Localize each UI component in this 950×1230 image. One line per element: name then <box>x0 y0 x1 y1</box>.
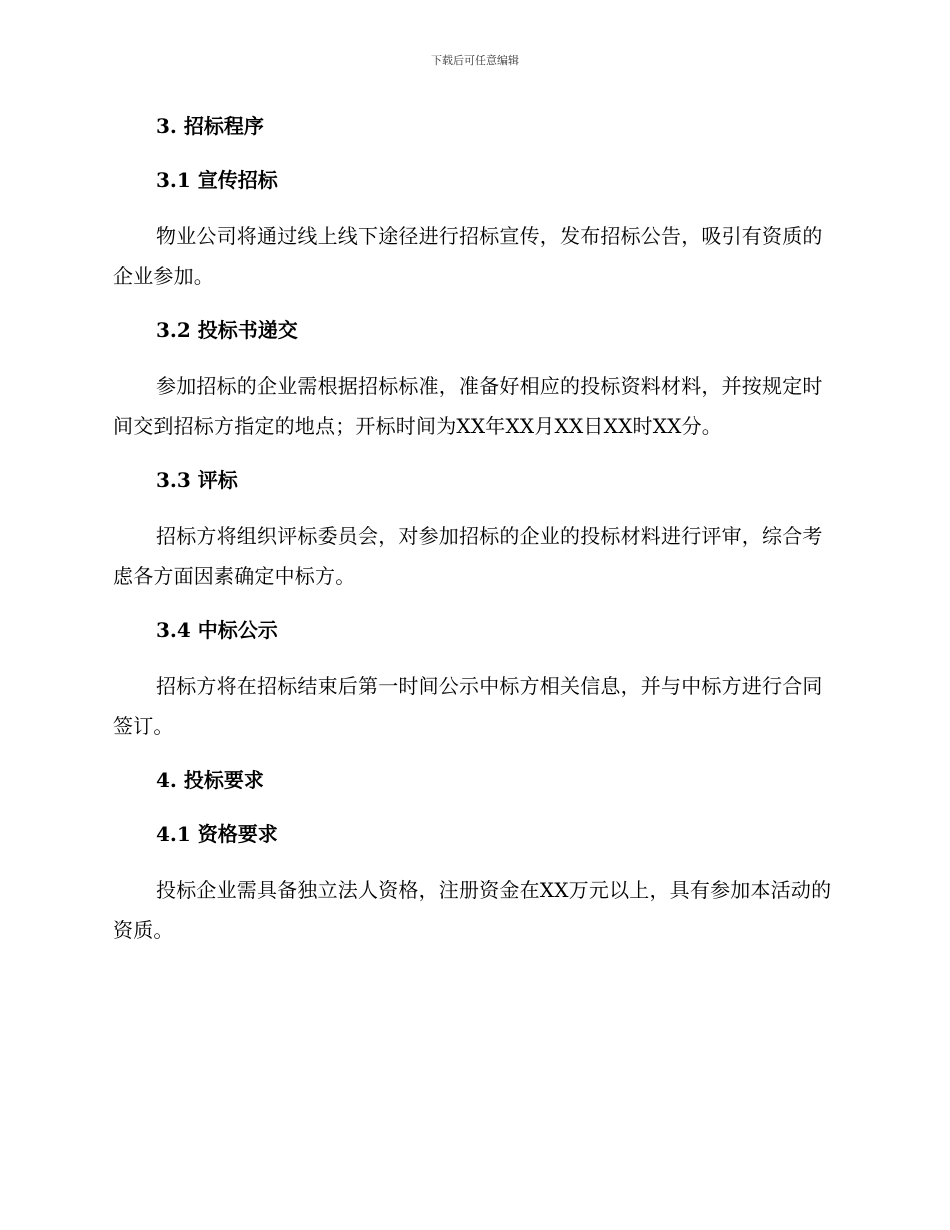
section-heading-3-2: 3.2 投标书递交 <box>156 318 298 342</box>
paragraph-3-3: 招标方将组织评标委员会，对参加招标的企业的投标材料进行评审，综合考虑各方面因素确定中标方。 <box>113 524 823 588</box>
document-body <box>113 108 833 966</box>
paragraph-4-1: 投标企业需具备独立法人资格，注册资金在XX万元以上，具有参加本活动的资质。 <box>113 878 832 942</box>
page-header: 下载后可任意编辑 <box>431 54 519 67</box>
section-heading-3-1: 3.1 宣传招标 <box>156 168 278 192</box>
paragraph-3-1: 物业公司将通过线上线下途径进行招标宣传，发布招标公告，吸引有资质的企业参加。 <box>113 224 823 288</box>
section-heading-3: 3. 招标程序 <box>156 114 264 138</box>
section-heading-3-3: 3.3 评标 <box>156 468 238 492</box>
section-heading-3-4: 3.4 中标公示 <box>156 618 278 642</box>
section-heading-4: 4. 投标要求 <box>156 768 264 792</box>
paragraph-3-2: 参加招标的企业需根据招标标准，准备好相应的投标资料材料，并按规定时间交到招标方指定的地点；开标时间为XX年XX月XX日XX时XX分。 <box>113 374 823 438</box>
paragraph-3-4: 招标方将在招标结束后第一时间公示中标方相关信息，并与中标方进行合同签订。 <box>113 674 823 738</box>
section-heading-4-1: 4.1 资格要求 <box>156 822 278 846</box>
